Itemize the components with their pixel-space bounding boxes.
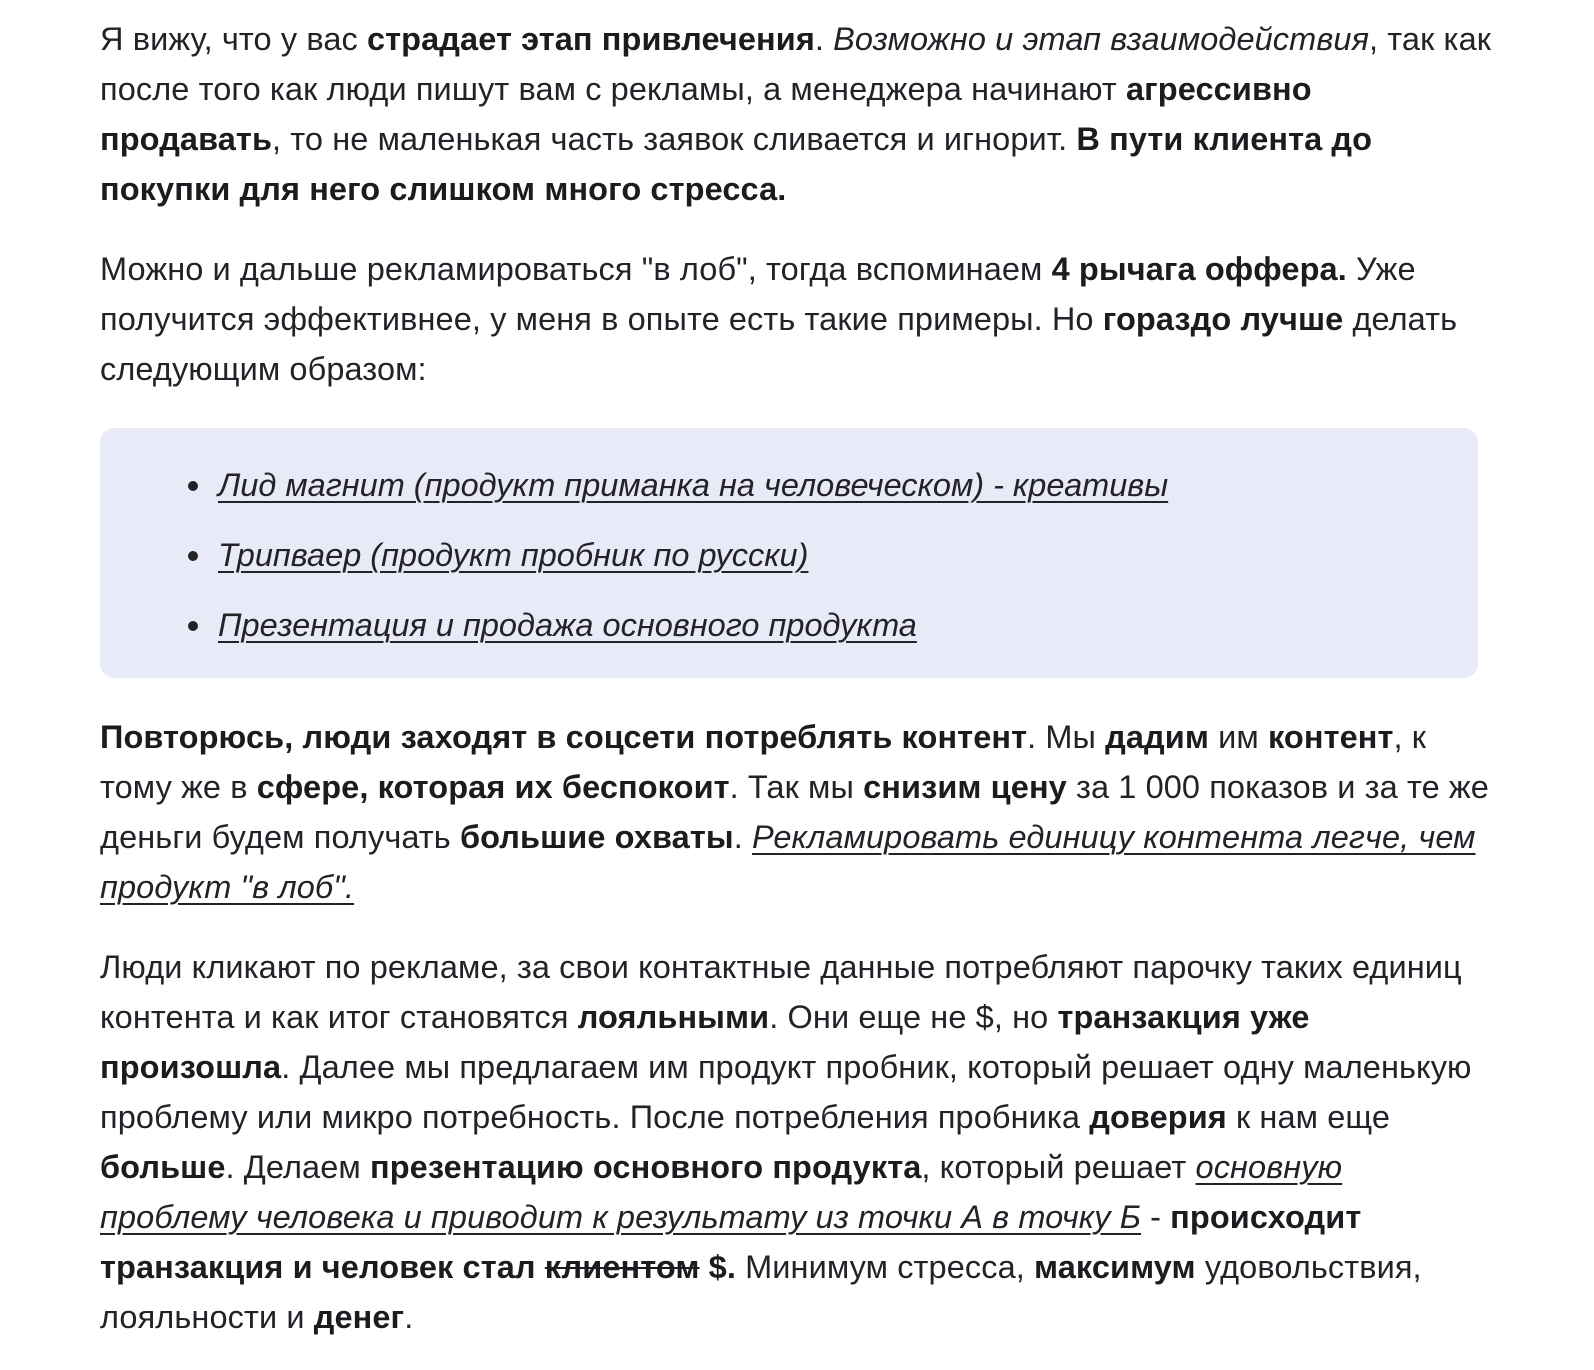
text-run: удовольствия, лояльности и — [100, 1249, 1422, 1335]
list-item-lead-magnet — [218, 460, 1478, 510]
underlined-italic-run: основную проблему человека и приводит к результату из точки А в точку Б — [100, 1149, 1343, 1235]
text-run: , который решает — [921, 1149, 1196, 1185]
italic-run: Возможно и этап взаимодействия — [833, 21, 1370, 57]
text-run: - — [1140, 1199, 1171, 1235]
text-run: им — [1209, 719, 1268, 755]
bullet-icon — [188, 621, 198, 631]
text-run: , так как после того как люди пишут вам с рекламы, а менеджера начинают — [100, 21, 1492, 107]
bold-run: лояльными — [577, 999, 770, 1035]
funnel-steps-callout — [100, 428, 1478, 678]
link-tripwire[interactable]: Трипваер (продукт пробник по русски) — [218, 537, 809, 573]
text-run: Люди кликают по рекламе, за свои контактные данные потребляют парочку таких единиц контента и как итог становятся — [100, 949, 1462, 1035]
bold-run: транзакция уже произошла — [100, 999, 1310, 1085]
bold-run: контент — [1267, 719, 1394, 755]
bold-run: Повторюсь, люди заходят в соцсети потреблять контент — [100, 719, 1028, 755]
text-run: . Мы — [1027, 719, 1106, 755]
paragraph-acquisition-problem — [100, 14, 1494, 214]
text-run: к нам еще — [1226, 1099, 1391, 1135]
paragraph-offer-levers — [100, 244, 1494, 394]
bold-run: $. — [699, 1249, 736, 1285]
text-run: . — [733, 819, 752, 855]
text-run: . Далее мы предлагаем им продукт пробник, который решает одну маленькую проблему или микро потребность. После потребления пробника — [100, 1049, 1472, 1135]
bold-run: гораздо лучше — [1102, 301, 1344, 337]
text-run: . Они еще не $, но — [769, 999, 1058, 1035]
funnel-steps-list — [100, 460, 1478, 650]
text-run: Я вижу, что у вас — [100, 21, 367, 57]
bold-run: происходит транзакция и человек стал — [100, 1199, 1362, 1285]
text-run: , то не маленькая часть заявок сливается и игнорит. — [272, 121, 1077, 157]
text-run: . Делаем — [225, 1149, 370, 1185]
text-run: Минимум стресса, — [735, 1249, 1035, 1285]
list-item-tripwire — [218, 530, 1478, 580]
bullet-icon — [188, 481, 198, 491]
bold-run: снизим цену — [863, 769, 1067, 805]
paragraph-content-strategy — [100, 712, 1494, 912]
strikethrough-run: клиентом — [544, 1249, 700, 1285]
bold-run: дадим — [1105, 719, 1210, 755]
text-run: . Так мы — [729, 769, 864, 805]
text-run: делать следующим образом: — [100, 301, 1458, 387]
bold-run: больше — [100, 1149, 226, 1185]
text-run: . — [404, 1299, 414, 1335]
underlined-italic-run: Рекламировать единицу контента легче, чем продукт "в лоб". — [100, 819, 1476, 905]
bold-run: максимум — [1034, 1249, 1196, 1285]
text-run: Уже получится эффективнее, у меня в опыте есть такие примеры. Но — [100, 251, 1416, 337]
paragraph-customer-journey — [100, 942, 1494, 1342]
bold-run: большие охваты — [459, 819, 734, 855]
text-run: за 1 000 показов и за те же деньги будем получать — [100, 769, 1489, 855]
link-main-product[interactable]: Презентация и продажа основного продукта — [218, 607, 917, 643]
link-lead-magnet[interactable]: Лид магнит (продукт приманка на человеческом) - креативы — [218, 467, 1169, 503]
text-run: . — [814, 21, 834, 57]
bold-run: доверия — [1089, 1099, 1227, 1135]
text-run: Можно и дальше рекламироваться "в лоб", тогда вспоминаем — [100, 251, 1052, 287]
bold-run: презентацию основного продукта — [369, 1149, 922, 1185]
bold-run: В пути клиента до покупки для него слишком много стресса. — [100, 121, 1373, 207]
list-item-main-product — [218, 600, 1478, 650]
bold-run: страдает этап привлечения — [366, 21, 815, 57]
bold-run: денег — [313, 1299, 405, 1335]
bold-run: сфере, которая их беспокоит — [256, 769, 730, 805]
bullet-icon — [188, 551, 198, 561]
bold-run: 4 рычага оффера. — [1051, 251, 1347, 287]
text-run: , к тому же в — [100, 719, 1427, 805]
bold-run: агрессивно продавать — [100, 71, 1312, 157]
